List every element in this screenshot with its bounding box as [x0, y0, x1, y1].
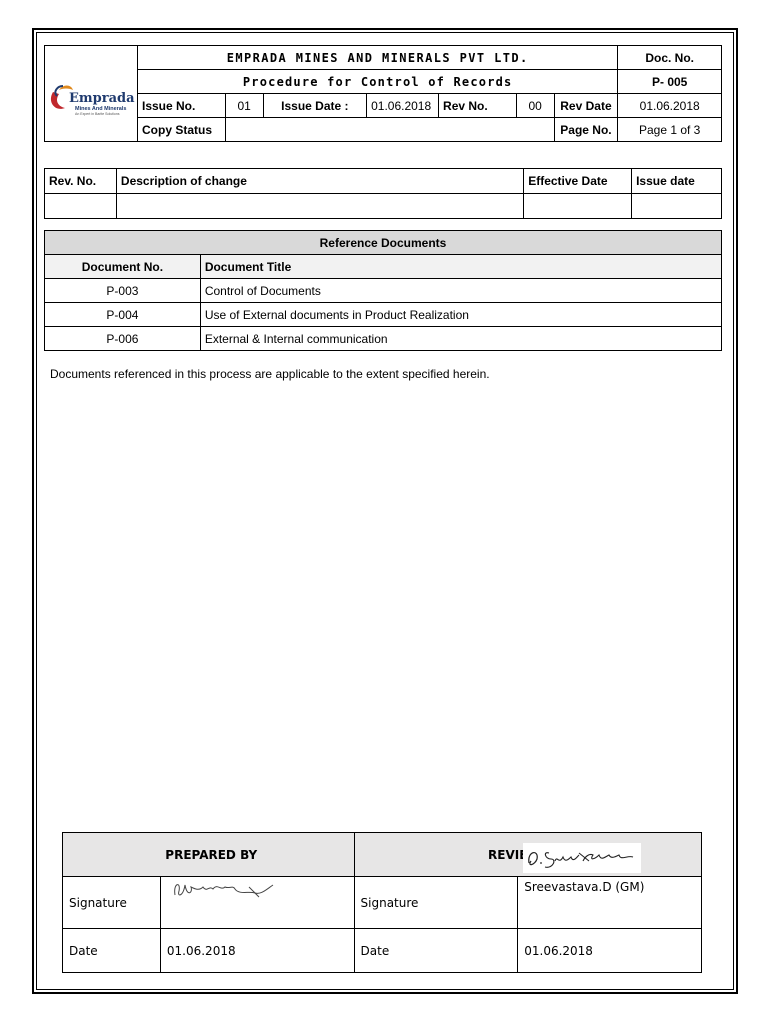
reviewed-signature-label: Signature — [354, 877, 518, 929]
reviewed-label: REVIEWED & — [488, 847, 574, 862]
rev-no-label: Rev No. — [439, 94, 517, 118]
reference-documents-table — [44, 230, 722, 351]
rev-no-header: Rev. No. — [45, 169, 117, 194]
table-row — [45, 279, 722, 303]
table-cell — [524, 194, 632, 219]
document-title-cell: Use of External documents in Product Realization — [200, 303, 721, 327]
page-no-label: Page No. — [554, 118, 618, 142]
issue-date-value: 01.06.2018 — [367, 94, 439, 118]
document-no-header: Document No. — [45, 255, 201, 279]
table-cell — [116, 194, 523, 219]
document-no-cell: P-003 — [45, 279, 201, 303]
document-no-cell: P-004 — [45, 303, 201, 327]
doc-no-value: P- 005 — [618, 70, 722, 94]
logo-text: Emprada — [69, 91, 135, 106]
logo-tagline: An Expert in Barite Solutions — [75, 112, 120, 116]
table-cell — [45, 194, 117, 219]
page-no-value: Page 1 of 3 — [618, 118, 722, 142]
document-title-cell: External & Internal communication — [200, 327, 721, 351]
effective-date-header: Effective Date — [524, 169, 632, 194]
reviewed-header — [354, 833, 701, 877]
prepared-signature-label: Signature — [63, 877, 161, 929]
document-header-table — [44, 45, 722, 142]
table-cell — [632, 194, 722, 219]
table-row — [45, 194, 722, 219]
document-title-header: Document Title — [200, 255, 721, 279]
reviewed-date-label: Date — [354, 929, 518, 973]
description-header: Description of change — [116, 169, 523, 194]
issue-no-label: Issue No. — [138, 94, 226, 118]
copy-status-label: Copy Status — [138, 118, 226, 142]
prepared-by-header: PREPARED BY — [63, 833, 355, 877]
prepared-date-value: 01.06.2018 — [160, 929, 354, 973]
copy-status-value — [225, 118, 554, 142]
rev-date-value: 01.06.2018 — [618, 94, 722, 118]
table-row — [45, 303, 722, 327]
issue-date-header: Issue date — [632, 169, 722, 194]
reviewer-name: Sreevastava.D (GM) — [518, 877, 702, 929]
document-title-cell: Control of Documents — [200, 279, 721, 303]
reference-documents-title: Reference Documents — [45, 231, 722, 255]
approval-signature-table — [62, 832, 702, 973]
issue-date-label: Issue Date : — [263, 94, 367, 118]
company-logo — [45, 46, 138, 142]
issue-no-value: 01 — [225, 94, 263, 118]
preparer-signature-image — [169, 877, 279, 903]
rev-date-label: Rev Date — [554, 94, 618, 118]
company-name: EMPRADA MINES AND MINERALS PVT LTD. — [138, 46, 618, 70]
document-no-cell: P-006 — [45, 327, 201, 351]
doc-no-label: Doc. No. — [618, 46, 722, 70]
rev-no-value: 00 — [516, 94, 554, 118]
procedure-title: Procedure for Control of Records — [138, 70, 618, 94]
prepared-signature-cell — [160, 877, 354, 929]
reference-note: Documents referenced in this process are applicable to the extent specified herein. — [50, 367, 490, 381]
logo-subtitle: Mines And Minerals — [75, 106, 127, 112]
table-row — [45, 327, 722, 351]
prepared-date-label: Date — [63, 929, 161, 973]
reviewed-date-value: 01.06.2018 — [518, 929, 702, 973]
reviewer-signature-image — [523, 843, 641, 873]
revision-history-table — [44, 168, 722, 219]
